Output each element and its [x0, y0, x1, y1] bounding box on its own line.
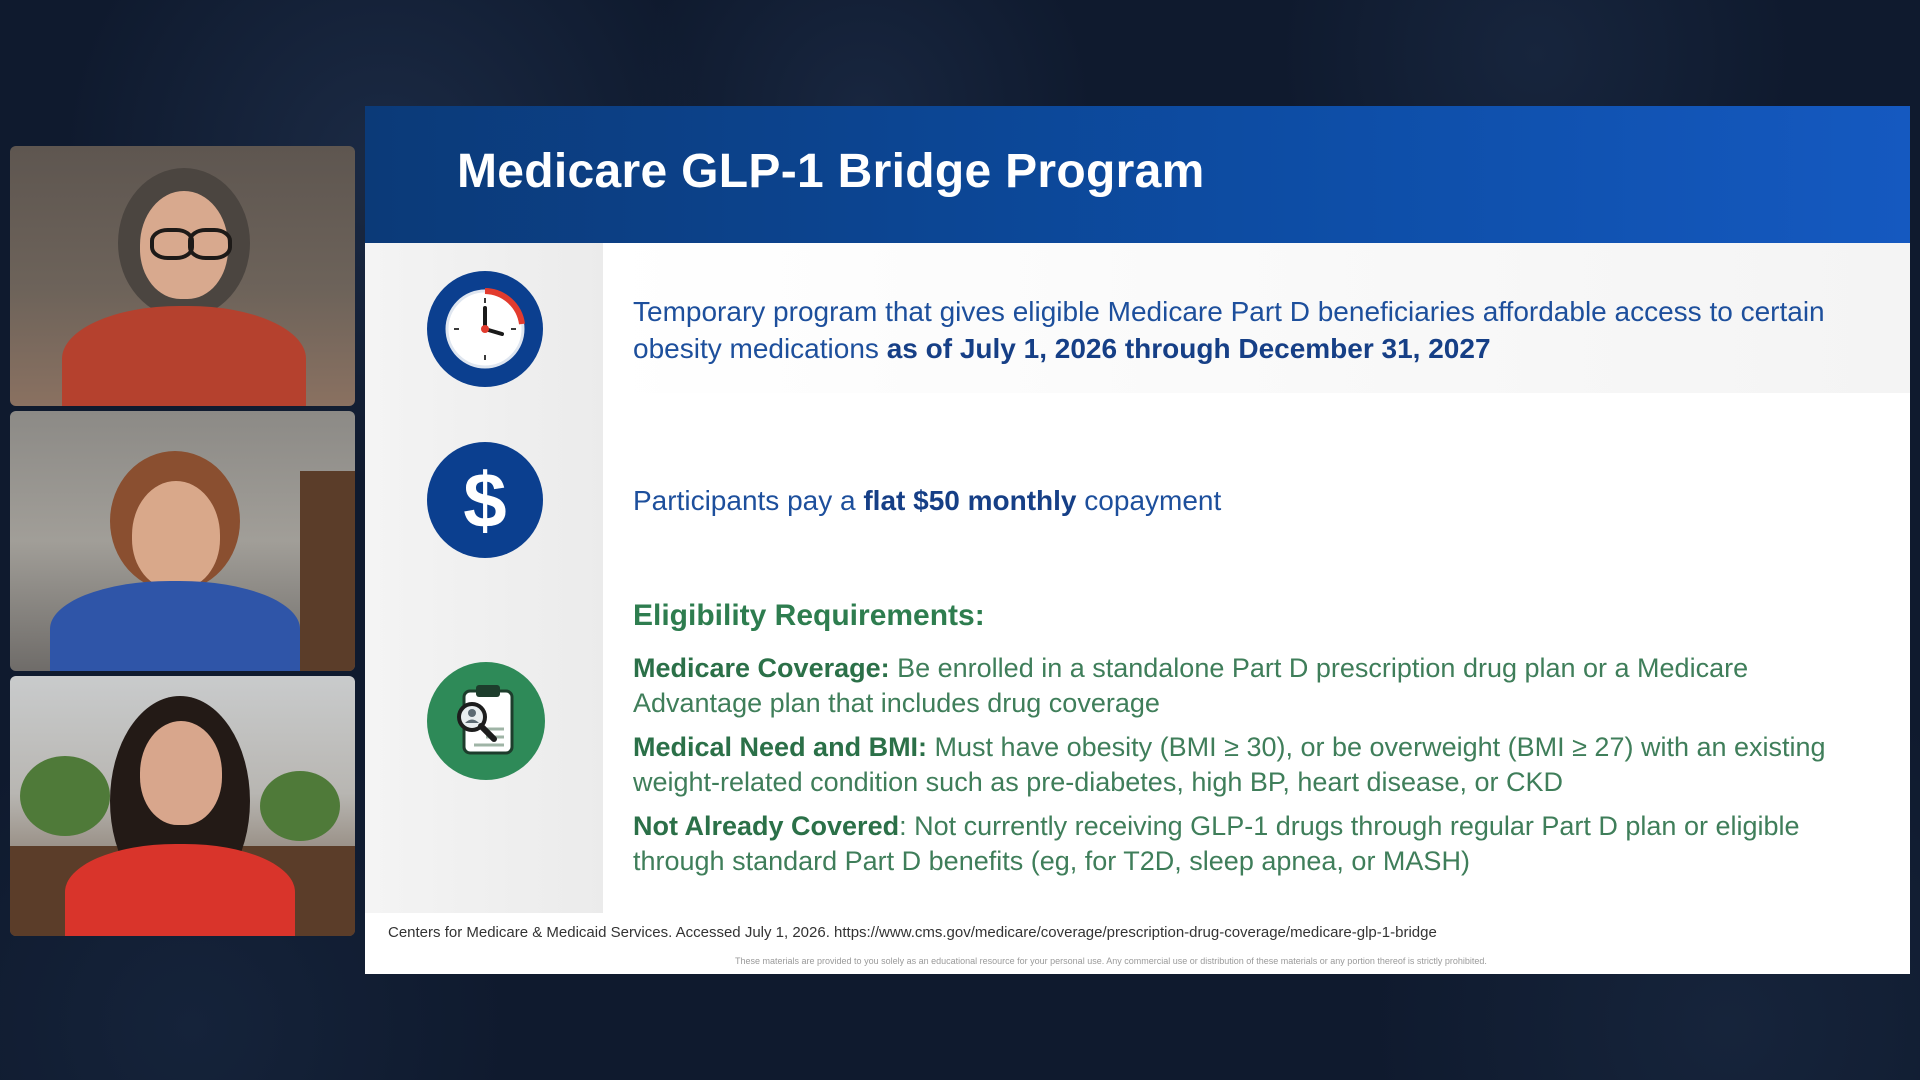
eligibility-heading: Eligibility Requirements: — [633, 599, 985, 632]
item2-bold: flat $50 monthly — [863, 485, 1077, 516]
clipboard-search-icon — [427, 662, 545, 780]
clock-icon — [427, 271, 543, 387]
slide-citation: Centers for Medicare & Medicaid Services. Accessed July 1, 2026. https://www.cms.gov/medicare/coverage/prescription-drug-coverage/medicare-glp-1-bridge — [388, 924, 1437, 941]
requirement-text: Must have obesity (BMI ≥ 30), or be overweight (BMI ≥ 27) with an existing weight-related condition such as pre-diabetes, high BP, heart disease, or CKD — [633, 732, 1826, 797]
requirement-medicare-coverage — [633, 651, 1843, 721]
participant-video-tile-3[interactable] — [10, 676, 355, 936]
requirement-text: Be enrolled in a standalone Part D prescription drug plan or a Medicare Advantage plan that includes drug coverage — [633, 653, 1749, 718]
requirement-text: : Not currently receiving GLP-1 drugs through regular Part D plan or eligible through standard Part D benefits (eg, for T2D, sleep apnea, or MASH) — [633, 811, 1800, 876]
item-program-description — [633, 293, 1863, 367]
item-copayment — [633, 482, 1733, 519]
item1-dates: as of July 1, 2026 through December 31, 2027 — [886, 333, 1491, 364]
requirement-label: Not Already Covered — [633, 811, 900, 841]
requirement-label: Medical Need and BMI: — [633, 732, 928, 762]
participant-video-tile-1[interactable] — [10, 146, 355, 406]
item2-post: copayment — [1076, 485, 1222, 516]
dollar-glyph: $ — [463, 456, 507, 544]
slide-disclaimer: These materials are provided to you solely as an educational resource for your personal use. Any commercial use or distribution of these materials or any portion thereof is strictly prohibited. — [735, 956, 1487, 966]
dollar-icon — [427, 442, 543, 558]
item2-pre: Participants pay a — [633, 485, 864, 516]
requirement-medical-need-bmi — [633, 730, 1843, 800]
shared-slide — [365, 106, 1910, 974]
requirement-label: Medicare Coverage: — [633, 653, 890, 683]
requirement-not-already-covered — [633, 809, 1843, 879]
item1-text: Temporary program that gives eligible Medicare Part D beneficiaries affordable access to certain obesity medications — [633, 296, 1825, 364]
slide-header — [365, 106, 1910, 243]
participant-video-tile-2[interactable] — [10, 411, 355, 671]
slide-title: Medicare GLP-1 Bridge Program — [457, 145, 1205, 198]
